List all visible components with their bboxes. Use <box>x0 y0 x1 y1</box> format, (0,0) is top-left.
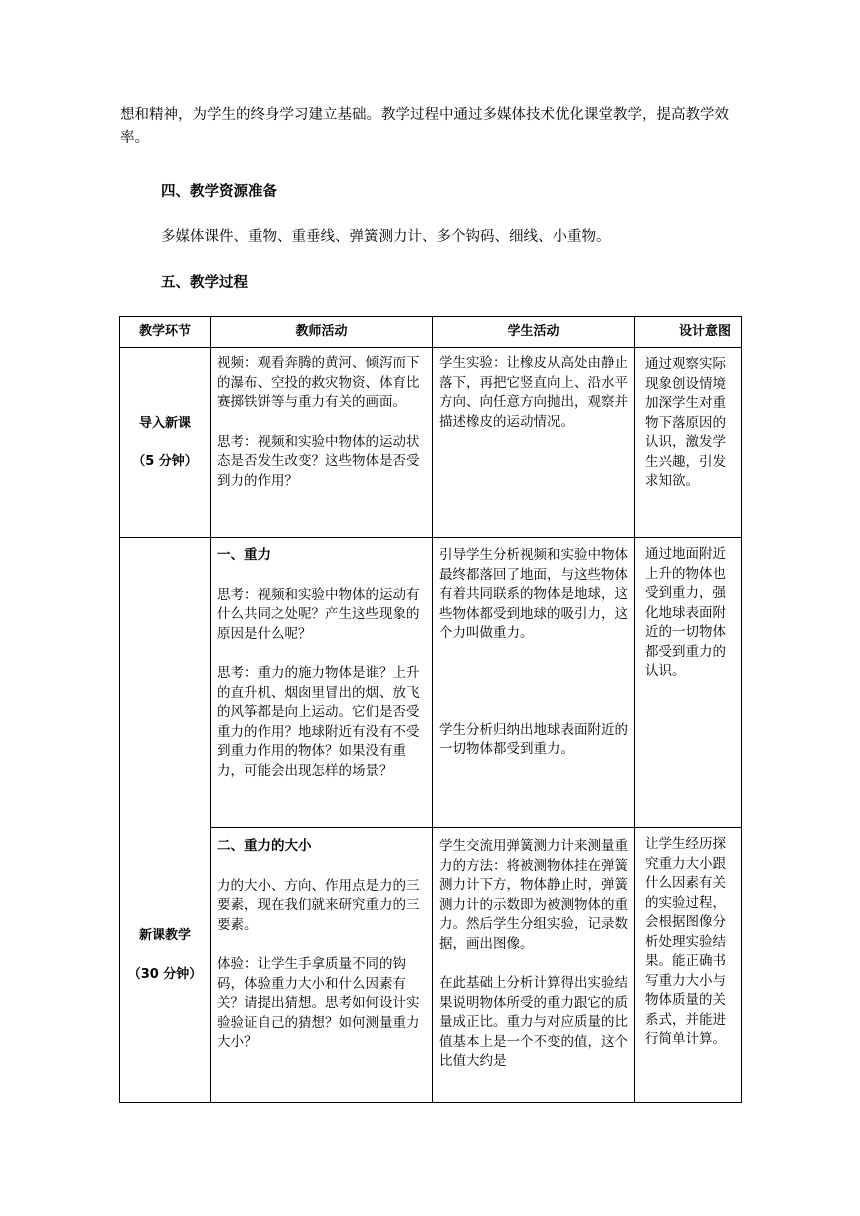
student-text: 学生交流用弹簧测力计来测量重力的方法：将被测物体挂在弹簧测力计下方，物体静止时，弹簧测力计的示数即为被测物体的重力。然后学生分组实验，记录数据，画出图像。 <box>439 838 628 952</box>
header-student: 学生活动 <box>433 317 635 348</box>
table-row-gravity-size <box>120 828 742 1103</box>
intent-text: 让学生经历探究重力大小跟什么因素有关的实验过程，会根据图像分析处理实验结果。能正确书写重力大小与物体质量的关系式，并能进行简单计算。 <box>645 836 726 1047</box>
teacher-text: 体验：让学生手拿质量不同的钩码，体验重力大小和什么因素有关？请提出猜想。思考如何设计实验验证自己的猜想？如何测量重力大小？ <box>217 956 420 1050</box>
header-intent: 设计意图 <box>635 317 742 348</box>
intent-cell-size <box>635 828 742 1103</box>
intent-cell-intro <box>635 348 742 538</box>
teacher-cell-size <box>211 828 433 1103</box>
student-text: 在此基础上分析计算得出实验结果说明物体所受的重力跟它的质量成正比。重力与对应质量的比值基本上是一个不变的值，这个比值大约是 <box>439 975 628 1069</box>
teacher-section-title: 二、重力的大小 <box>217 838 312 854</box>
teacher-text: 思考：重力的施力物体是谁？上升的直升机、烟囱里冒出的烟、放飞的风筝都是向上运动。它们是否受重力的作用？地球附近有没有不受到重力作用的物体？如果没有重力，可能会出现怎样的场景？ <box>217 665 420 779</box>
student-text: 学生分析归纳出地球表面附近的一切物体都受到重力。 <box>439 721 628 757</box>
student-text: 引导学生分析视频和实验中物体最终都落回了地面，与这些物体有着共同联系的物体是地球，这些物体都受到地球的吸引力，这个力叫做重力。 <box>439 547 628 641</box>
teacher-section-title: 一、重力 <box>217 547 271 563</box>
teacher-text: 思考：视频和实验中物体的运动状态是否发生改变？这些物体是否受到力的作用？ <box>217 433 420 489</box>
table-row-gravity <box>120 538 742 828</box>
teacher-cell-gravity <box>211 538 433 828</box>
stage-name-new: 新课教学 <box>138 927 191 943</box>
intent-text: 通过观察实际现象创设情境加深学生对重物下落原因的认识，激发学生兴趣，引发求知欲。 <box>645 356 726 489</box>
header-stage: 教学环节 <box>120 317 211 348</box>
stage-cell-new <box>120 538 211 1103</box>
table-row-intro <box>120 348 742 538</box>
stage-time-intro: （5 分钟） <box>132 453 198 469</box>
section5-heading: 五、教学过程 <box>161 275 248 291</box>
table-header-row <box>120 317 742 348</box>
section4-heading: 四、教学资源准备 <box>161 184 277 200</box>
intent-text: 通过地面附近上升的物体也受到重力，强化地球表面附近的一切物体都受到重力的认识。 <box>645 546 726 679</box>
student-text: 学生实验：让橡皮从高处由静止落下，再把它竖直向上、沿水平方向、向任意方向抛出，观察并描述橡皮的运动情况。 <box>439 355 628 430</box>
teacher-text: 力的大小、方向、作用点是力的三要素，现在我们就来研究重力的三要素。 <box>217 877 420 933</box>
stage-cell-intro <box>120 348 211 538</box>
header-teacher: 教师活动 <box>211 317 433 348</box>
teacher-cell-intro <box>211 348 433 538</box>
lesson-table <box>119 316 742 1103</box>
student-cell-gravity <box>433 538 635 828</box>
teacher-text: 思考：视频和实验中物体的运动有什么共同之处呢？产生这些现象的原因是什么呢？ <box>217 586 420 642</box>
student-cell-size <box>433 828 635 1103</box>
teacher-text: 视频：观看奔腾的黄河、倾泻而下的瀑布、空投的救灾物资、体育比赛掷铁饼等与重力有关的画面。 <box>217 355 420 410</box>
intent-cell-gravity <box>635 538 742 828</box>
stage-time-new: （30 分钟） <box>127 967 203 982</box>
intro-paragraph: 想和精神，为学生的终身学习建立基础。教学过程中通过多媒体技术优化课堂教学，提高教学效率。 <box>120 107 729 146</box>
section4-text: 多媒体课件、重物、重垂线、弹簧测力计、多个钩码、细线、小重物。 <box>161 229 611 245</box>
stage-name-intro: 导入新课 <box>138 416 191 431</box>
student-cell-intro <box>433 348 635 538</box>
